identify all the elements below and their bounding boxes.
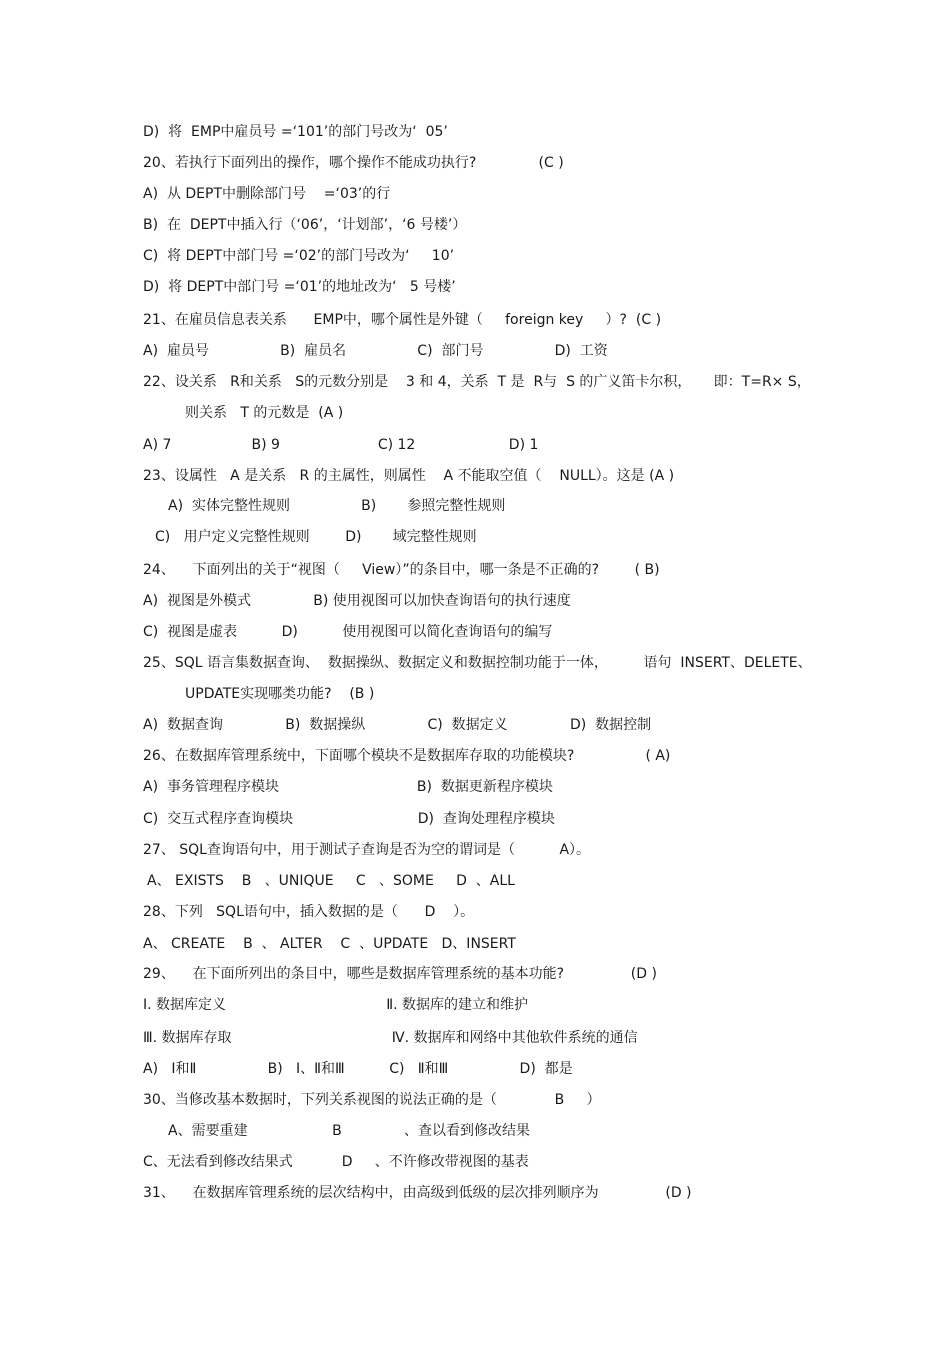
option-line: A) 事务管理程序模块 B) 数据更新程序模块	[143, 779, 553, 795]
question-27: 27、 SQL查询语句中，用于测试子查询是否为空的谓词是（ A）。	[143, 842, 591, 858]
option-line: A、 CREATE B 、 ALTER C 、UPDATE D、INSERT	[143, 936, 516, 952]
question-21: 21、在雇员信息表关系 EMP中，哪个属性是外键（ foreign key ）? (C )	[143, 312, 662, 328]
option-line: C) 视图是虚表 D) 使用视图可以简化查询语句的编写	[143, 624, 553, 640]
option-line: A) 雇员号 B) 雇员名 C) 部门号 D) 工资	[143, 343, 608, 359]
option-line: C) 将 DEPT中部门号 =‘02’的部门号改为‘ 10’	[143, 248, 455, 264]
question-26: 26、在数据库管理系统中，下面哪个模块不是数据库存取的功能模块? ( A)	[143, 748, 671, 764]
option-line: A) 视图是外模式 B) 使用视图可以加快查询语句的执行速度	[143, 593, 571, 609]
question-30: 30、当修改基本数据时，下列关系视图的说法正确的是（ B ）	[143, 1092, 601, 1108]
option-line: B) 在 DEPT中插入行（‘06’，‘计划部’，‘6 号楼’）	[143, 217, 467, 233]
option-line: A) 7 B) 9 C) 12 D) 1	[143, 437, 539, 453]
option-line: D) 将 DEPT中部门号 =‘01’的地址改为‘ 5 号楼’	[143, 279, 456, 295]
option-line: A) 从 DEPT中删除部门号 =‘03’的行	[143, 186, 391, 202]
option-line: A、 EXISTS B 、UNIQUE C 、SOME D 、ALL	[147, 873, 515, 889]
question-22: 22、设关系 R和关系 S的元数分别是 3 和 4，关系 T 是 R与 S 的广义笛卡尔积， 即：T=R× S，	[143, 374, 811, 390]
question-29: 29、 在下面所列出的条目中，哪些是数据库管理系统的基本功能? (D )	[143, 966, 657, 982]
text-line: D) 将 EMP中雇员号 =‘101’的部门号改为‘ 05’	[143, 124, 448, 140]
option-line: A) 实体完整性规则 B) 参照完整性规则	[168, 498, 506, 514]
question-23: 23、设属性 A 是关系 R 的主属性，则属性 A 不能取空值（ NULL）。这是 (A )	[143, 468, 675, 484]
question-25-cont: UPDATE实现哪类功能? (B )	[185, 686, 375, 702]
item-line: Ⅲ. 数据库存取 Ⅳ. 数据库和网络中其他软件系统的通信	[143, 1030, 638, 1046]
option-line: A、需要重建 B 、查以看到修改结果	[168, 1123, 531, 1139]
question-20: 20、若执行下面列出的操作，哪个操作不能成功执行? (C )	[143, 155, 564, 171]
question-28: 28、下列 SQL语句中，插入数据的是（ D ）。	[143, 904, 475, 920]
option-line: C) 用户定义完整性规则 D) 域完整性规则	[155, 529, 477, 545]
question-25: 25、SQL 语言集数据查询、 数据操纵、数据定义和数据控制功能于一体， 语句 INSERT、DELETE、	[143, 655, 812, 671]
option-line: A) 数据查询 B) 数据操纵 C) 数据定义 D) 数据控制	[143, 717, 652, 733]
item-line: Ⅰ. 数据库定义 Ⅱ. 数据库的建立和维护	[143, 997, 529, 1013]
option-line: A) Ⅰ和Ⅱ B) Ⅰ、Ⅱ和Ⅲ C) Ⅱ和Ⅲ D) 都是	[143, 1061, 573, 1077]
option-line: C) 交互式程序查询模块 D) 查询处理程序模块	[143, 811, 555, 827]
question-31: 31、 在数据库管理系统的层次结构中，由高级到低级的层次排列顺序为 (D )	[143, 1185, 692, 1201]
option-line: C、无法看到修改结果式 D 、不许修改带视图的基表	[143, 1154, 529, 1170]
question-24: 24、 下面列出的关于“视图（ View）”的条目中，哪一条是不正确的? ( B)	[143, 562, 660, 578]
question-22-cont: 则关系 T 的元数是 (A )	[185, 405, 344, 421]
